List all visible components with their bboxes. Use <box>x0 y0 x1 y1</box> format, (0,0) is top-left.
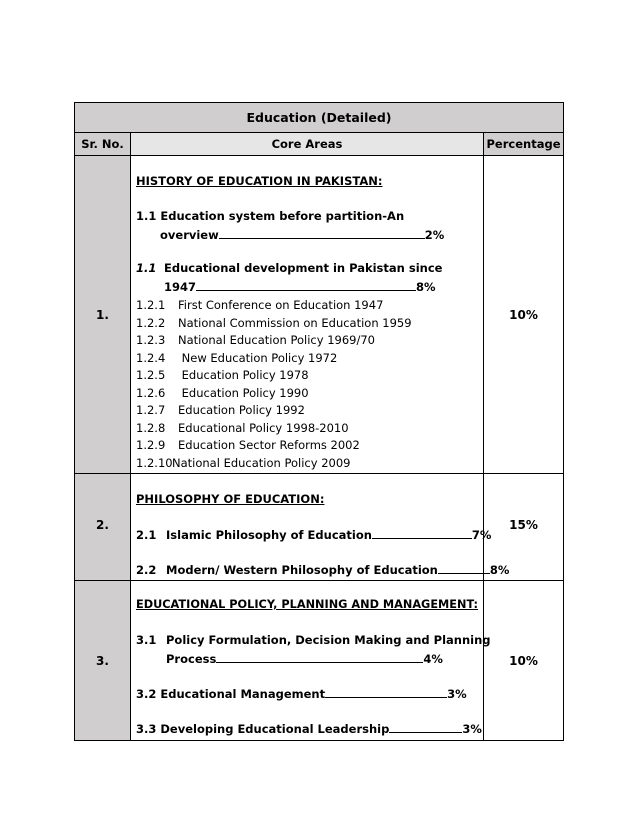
subtopic-text: Education Policy 1990 <box>178 385 309 400</box>
topic-weight: 7% <box>471 528 492 542</box>
subtopic-list <box>136 297 483 472</box>
subtopic-text: Education Policy 1992 <box>178 403 305 417</box>
percentage-cell: 10% <box>484 156 564 474</box>
subtopic-item <box>136 350 483 368</box>
topic-item: Policy Formulation, Decision Making and Planning <box>166 633 491 647</box>
subtopic-number: 1.2.8 <box>136 420 166 435</box>
topic-item: 3.2 Educational Management <box>136 687 326 701</box>
percentage-cell: 10% <box>484 581 564 741</box>
fill-line <box>389 721 462 733</box>
topic-number: 2.1 <box>136 528 157 542</box>
fill-line <box>372 527 472 539</box>
subtopic-item <box>136 332 483 350</box>
subtopic-item <box>136 297 483 315</box>
topic-number: 2.2 <box>136 563 157 577</box>
subtopic-text: First Conference on Education 1947 <box>178 298 384 312</box>
topic-item: Islamic Philosophy of Education <box>166 528 372 542</box>
subtopic-item <box>136 420 483 438</box>
core-areas-cell <box>131 156 484 474</box>
sr-no-cell: 3. <box>75 581 131 741</box>
fill-line <box>325 686 447 698</box>
subtopic-item <box>136 455 483 473</box>
section-heading: PHILOSOPHY OF EDUCATION: <box>136 492 325 506</box>
fill-line <box>219 227 425 239</box>
topic-weight: 3% <box>462 722 482 736</box>
topic-weight: 8% <box>416 280 436 294</box>
subtopic-number: 1.2.10 <box>136 455 173 470</box>
subtopic-item <box>136 315 483 333</box>
subtopic-text: Education Sector Reforms 2002 <box>178 438 360 452</box>
topic-number: 1.1 <box>136 261 157 275</box>
syllabus-table <box>74 102 564 741</box>
subtopic-text: National Education Policy 1969/70 <box>178 333 375 347</box>
subtopic-text: Educational Policy 1998-2010 <box>178 420 349 435</box>
topic-weight: 8% <box>489 563 510 577</box>
subtopic-number: 1.2.9 <box>136 438 166 452</box>
subtopic-number: 1.2.3 <box>136 333 166 347</box>
sr-no-cell: 1. <box>75 156 131 474</box>
topic-item-continued: Process <box>166 652 217 666</box>
section-heading: HISTORY OF EDUCATION IN PAKISTAN: <box>136 174 383 188</box>
subtopic-number: 1.2.5 <box>136 368 166 382</box>
topic-item: 1.1 Education system before partition-An <box>136 209 405 223</box>
table-row <box>75 581 564 741</box>
subtopic-item <box>136 402 483 420</box>
topic-weight: 3% <box>447 687 467 701</box>
subtopic-item <box>136 437 483 455</box>
col-header-sr-no: Sr. No. <box>75 133 131 156</box>
fill-line <box>216 651 423 663</box>
col-header-core-areas: Core Areas <box>131 133 484 156</box>
subtopic-number: 1.2.4 <box>136 350 166 365</box>
sr-no-cell: 2. <box>75 474 131 581</box>
section-heading: EDUCATIONAL POLICY, PLANNING AND MANAGEMENT: <box>136 598 479 611</box>
core-areas-cell <box>131 474 510 581</box>
topic-item: 3.3 Developing Educational Leadership <box>136 722 390 736</box>
topic-item: Modern/ Western Philosophy of Education <box>166 563 438 577</box>
core-areas-cell <box>131 581 491 741</box>
subtopic-number: 1.2.2 <box>136 315 166 330</box>
subtopic-text: Education Policy 1978 <box>178 368 309 382</box>
col-header-percentage: Percentage <box>484 133 564 156</box>
table-row <box>75 474 564 581</box>
topic-item-continued: 1947 <box>164 280 197 294</box>
subtopic-item <box>136 385 483 403</box>
fill-line <box>438 562 490 574</box>
topic-weight: 2% <box>424 228 445 242</box>
table-title: Education (Detailed) <box>75 103 564 133</box>
table-row <box>75 156 564 474</box>
topic-item-continued: overview <box>160 228 219 242</box>
percentage-cell: 15% <box>484 474 564 581</box>
topic-item: Educational development in Pakistan since <box>164 261 443 275</box>
fill-line <box>196 279 416 291</box>
topic-number: 3.1 <box>136 633 157 647</box>
subtopic-number: 1.2.7 <box>136 403 166 417</box>
subtopic-text: National Commission on Education 1959 <box>178 315 412 330</box>
topic-weight: 4% <box>423 652 443 666</box>
subtopic-text: National Education Policy 2009 <box>172 455 351 470</box>
subtopic-number: 1.2.6 <box>136 385 166 400</box>
subtopic-number: 1.2.1 <box>136 298 166 312</box>
subtopic-text: New Education Policy 1972 <box>178 350 338 365</box>
subtopic-item <box>136 367 483 385</box>
